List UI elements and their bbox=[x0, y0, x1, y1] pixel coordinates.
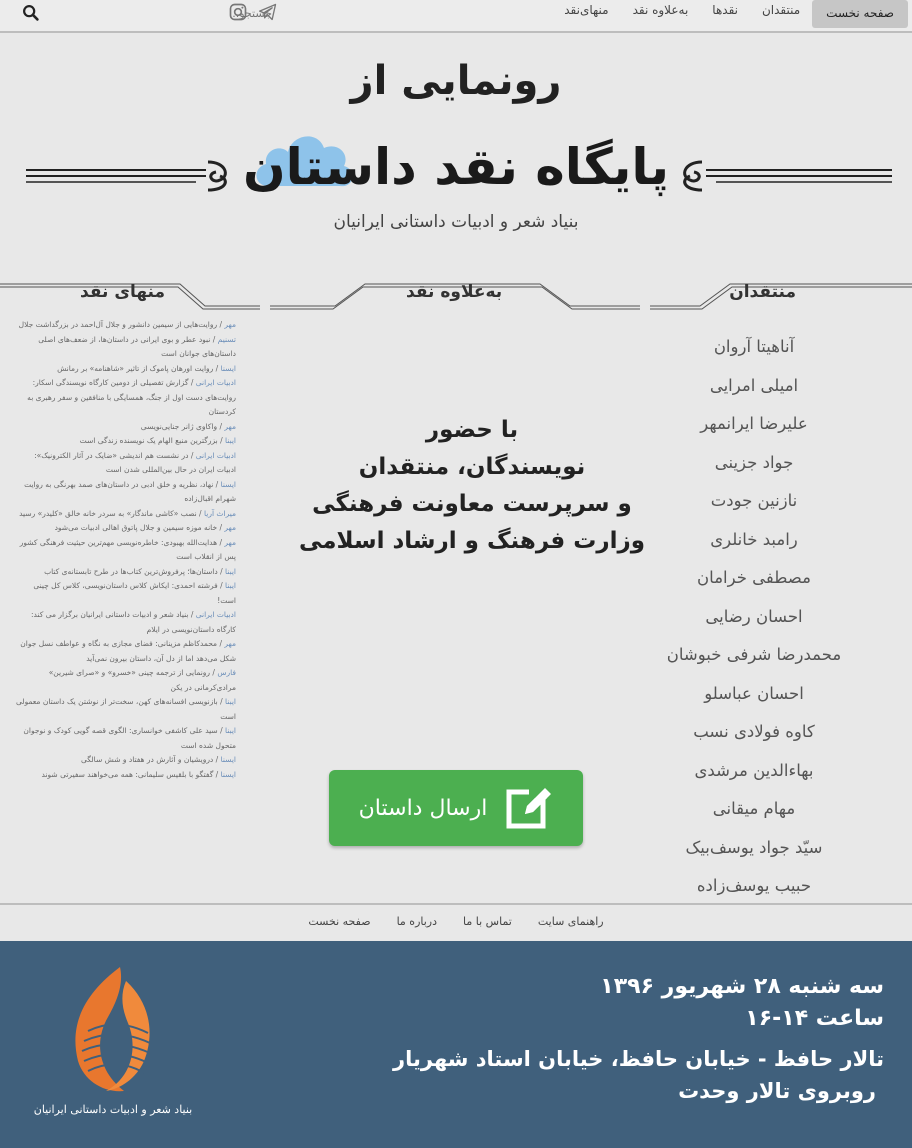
presence-line: نویسندگان، منتقدان bbox=[358, 454, 586, 480]
news-title: نصب «کاشی ماندگار» به سردر خانه خالق «کلیدر» رسید bbox=[19, 508, 197, 518]
news-separator: / bbox=[210, 334, 218, 344]
event-venue-note: روبروی تالار وحدت bbox=[678, 1079, 876, 1103]
news-item[interactable] bbox=[14, 608, 236, 637]
critic-item[interactable]: احسان عباسلو bbox=[704, 683, 804, 703]
presence-line: با حضور bbox=[425, 417, 519, 443]
news-separator: / bbox=[196, 508, 204, 518]
news-item[interactable] bbox=[14, 637, 236, 666]
site-logo-title: پایگاه نقد داستان bbox=[243, 138, 669, 196]
news-source: ایسنا bbox=[220, 769, 236, 779]
nav-minus-critique[interactable]: منهای‌نقد bbox=[564, 3, 609, 17]
nav-plus-critique[interactable]: به‌علاوه نقد bbox=[632, 3, 689, 17]
news-separator: / bbox=[188, 450, 196, 460]
search-input[interactable] bbox=[162, 7, 272, 20]
news-title: بزرگترین منبع الهام یک نویسنده زندگی است bbox=[79, 436, 218, 445]
news-separator: / bbox=[217, 523, 225, 532]
news-item[interactable] bbox=[14, 507, 236, 522]
news-source: مهر bbox=[224, 537, 236, 547]
critic-item[interactable]: علیرضا ایرانمهر bbox=[700, 414, 808, 433]
news-item[interactable] bbox=[14, 521, 236, 536]
news-item[interactable] bbox=[14, 695, 236, 724]
news-source: ایسنا bbox=[220, 755, 236, 764]
event-date: سه شنبه ۲۸ شهریور ۱۳۹۶ bbox=[600, 974, 884, 999]
critic-item[interactable]: امیلی امرایی bbox=[709, 375, 799, 395]
nav-critiques[interactable]: نقدها bbox=[712, 3, 738, 17]
critic-item[interactable]: آناهیتا آروان bbox=[713, 337, 795, 356]
news-separator: / bbox=[217, 537, 225, 547]
news-source: فارس bbox=[217, 668, 236, 677]
news-item[interactable] bbox=[14, 362, 236, 377]
nav-critics[interactable]: منتقدان bbox=[761, 3, 801, 17]
news-item[interactable] bbox=[14, 768, 236, 783]
news-title: واکاوی ژانر جنایی‌نویسی bbox=[140, 421, 218, 431]
news-source: ایبنا bbox=[225, 436, 236, 445]
critic-item[interactable]: نازنین جودت bbox=[710, 491, 798, 510]
news-title: بازنویسی افسانه‌های کهن، سخت‌تر از نوشتن یک داستان معمولی است bbox=[16, 697, 236, 721]
news-separator: / bbox=[213, 755, 221, 764]
news-item[interactable] bbox=[14, 565, 236, 580]
news-title: روایت اورهان پاموک از تاثیر «شاهنامه» بر رمانش bbox=[57, 363, 214, 373]
news-source: ایبنا bbox=[225, 581, 236, 590]
critic-item[interactable]: مصطفی خرامان bbox=[697, 568, 811, 587]
main-menu bbox=[552, 0, 908, 28]
top-nav bbox=[0, 0, 912, 33]
foundation-logo bbox=[28, 961, 198, 1141]
news-item[interactable] bbox=[14, 420, 236, 435]
news-separator: / bbox=[213, 479, 221, 489]
news-source: ادبیات ایرانی bbox=[195, 450, 236, 460]
news-title: سید علی کاشفی خوانساری: الگوی قصه گویی کودک و نوجوان متحول شده است bbox=[23, 726, 236, 750]
news-title: نهاد، نظریه و خلق ادبی در داستان‌های صمد بهرنگی به روایت شهرام اقبال‌زاده bbox=[24, 479, 236, 503]
edit-icon bbox=[505, 784, 553, 832]
news-source: مهر bbox=[224, 639, 236, 648]
news-separator: / bbox=[210, 668, 218, 677]
news-item[interactable] bbox=[14, 434, 236, 449]
presence-line: و سرپرست معاونت فرهنگی bbox=[312, 491, 632, 517]
news-separator: / bbox=[217, 436, 226, 445]
news-title: خانه موزه سیمین و جلال پاتوق اهالی ادبیات می‌شود bbox=[54, 523, 218, 532]
news-list bbox=[14, 318, 236, 782]
news-source: ایسنا bbox=[220, 479, 236, 489]
presence-line: وزارت فرهنگ و ارشاد اسلامی bbox=[298, 528, 645, 554]
event-info-panel bbox=[0, 941, 912, 1148]
news-separator: / bbox=[217, 421, 225, 431]
news-separator: / bbox=[217, 726, 226, 735]
news-separator: / bbox=[217, 639, 225, 648]
news-item[interactable] bbox=[14, 724, 236, 753]
critic-item[interactable]: بهاءالدین مرشدی bbox=[694, 760, 814, 780]
critic-item[interactable]: رامبد خانلری bbox=[710, 529, 798, 549]
news-source: مهر bbox=[224, 421, 236, 431]
news-title: بنیاد شعر و ادبیات داستانی ایرانیان برگزار می کند: کارگاه داستان‌نویسی در ایلام bbox=[31, 610, 236, 634]
news-title: در نشست هم اندیشی «ضایک در آثار الکترونیک»: ادبیات ایران در حال بین‌المللی شدن است bbox=[34, 450, 236, 474]
presence-text bbox=[268, 412, 676, 560]
nav-home[interactable]: صفحه نخست bbox=[812, 0, 908, 28]
search-bar bbox=[20, 2, 272, 24]
news-separator: / bbox=[213, 769, 221, 779]
foundation-logo-text: بنیاد شعر و ادبیات داستانی ایرانیان bbox=[33, 1103, 193, 1116]
event-time: ساعت ۱۴-۱۶ bbox=[745, 1006, 884, 1031]
critic-item[interactable]: محمدرضا شرفی خبوشان bbox=[666, 645, 842, 664]
site-logo-subtitle: بنیاد شعر و ادبیات داستانی ایرانیان bbox=[333, 212, 579, 232]
critic-item[interactable]: سیّد جواد یوسف‌بیک bbox=[685, 837, 823, 857]
news-source: مهر bbox=[224, 523, 236, 532]
footer-guide-link[interactable]: راهنمای سایت bbox=[537, 915, 604, 928]
critics-section-title[interactable]: منتقدان bbox=[729, 282, 796, 302]
news-separator: / bbox=[217, 320, 225, 329]
news-item[interactable] bbox=[14, 318, 236, 333]
critic-item[interactable]: احسان رضایی bbox=[705, 606, 803, 626]
news-item[interactable] bbox=[14, 536, 236, 565]
news-source: ادبیات ایرانی bbox=[195, 378, 236, 387]
news-item[interactable] bbox=[14, 666, 236, 695]
event-details bbox=[393, 971, 884, 1107]
news-title: گزارش تفصیلی از دومین کارگاه نویسندگی اسکار: روایت‌های دست اول از جنگ، همسایگی با منافقین و سفر رهبری به کردستان bbox=[27, 378, 236, 416]
news-source: میراث آریا bbox=[203, 508, 236, 518]
plus-critique-section-title[interactable]: به‌علاوه نقد bbox=[406, 282, 503, 302]
minus-critique-section-title[interactable]: منهای نقد bbox=[80, 282, 166, 302]
news-separator: / bbox=[213, 363, 221, 373]
news-source: تسنیم bbox=[217, 334, 236, 344]
news-source: ادبیات ایرانی bbox=[195, 610, 236, 619]
footer-home-link[interactable]: صفحه نخست bbox=[308, 915, 371, 928]
send-story-button[interactable] bbox=[329, 770, 583, 846]
news-item[interactable] bbox=[14, 753, 236, 768]
foundation-logo-icon bbox=[28, 961, 198, 1101]
critic-item[interactable]: مهام میقانی bbox=[712, 799, 796, 818]
news-separator: / bbox=[188, 378, 196, 387]
news-title: گفتگو با بلقیس سلیمانی: همه می‌خواهند سفیرتی شوند bbox=[41, 769, 214, 779]
news-source: مهر bbox=[224, 320, 236, 329]
news-source: ایبنا bbox=[225, 566, 236, 576]
news-source: ایبنا bbox=[225, 726, 236, 735]
news-item[interactable] bbox=[14, 579, 236, 608]
news-item[interactable] bbox=[14, 449, 236, 478]
news-source: ایسنا bbox=[220, 363, 236, 373]
critic-item[interactable]: حبیب یوسف‌زاده bbox=[696, 876, 812, 895]
news-title: داستان‌ها؛ پرفروش‌ترین کتاب‌ها در طرح تابستانه‌ی کتاب bbox=[44, 566, 218, 576]
footer-about-link[interactable]: درباره ما bbox=[396, 915, 438, 928]
news-title: روایت‌هایی از سیمین دانشور و جلال آل‌احمد در بزرگداشت جلال bbox=[18, 320, 218, 329]
news-title: محمدکاظم مزینانی: فضای مجازی به نگاه و عواطف نسل جوان شکل می‌دهد اما از دل آن، داستان بیرون نمی‌آید bbox=[20, 639, 236, 663]
footer-contact-link[interactable]: تماس با ما bbox=[463, 915, 512, 928]
news-separator: / bbox=[217, 697, 226, 706]
news-title: رونمایی از ترجمه چینی «خسرو» و «صرای شیرین» مرادی‌کرمانی در یکن bbox=[48, 668, 236, 692]
news-source: ایبنا bbox=[225, 697, 236, 706]
news-title: فرشته احمدی: ایکاش کلاس داستان‌نویسی، کلاس کل چینی است! bbox=[33, 581, 236, 605]
critic-item[interactable]: جواد جزینی bbox=[714, 452, 794, 472]
footer-links bbox=[0, 903, 912, 941]
critic-item[interactable]: کاوه فولادی نسب bbox=[693, 722, 815, 741]
critics-list bbox=[654, 333, 854, 911]
news-item[interactable] bbox=[14, 376, 236, 420]
news-item[interactable] bbox=[14, 478, 236, 507]
news-item[interactable] bbox=[14, 333, 236, 362]
news-title: نبود عطر و بوی ایرانی در داستان‌ها، از ضعف‌های اصلی داستان‌های جوانان است bbox=[38, 334, 236, 358]
event-venue: تالار حافظ - خیابان حافظ، خیابان استاد شهریار bbox=[393, 1047, 884, 1071]
news-title: هدایت‌الله بهبودی: خاطره‌نویسی مهم‌ترین حیثیت فرهنگی کشور پس از انقلاب است bbox=[19, 537, 236, 561]
news-separator: / bbox=[217, 581, 226, 590]
section-headers bbox=[0, 270, 912, 310]
news-separator: / bbox=[188, 610, 196, 619]
search-icon[interactable] bbox=[20, 2, 42, 24]
news-title: درویشیان و آثارش در هفتاد و شش سالگی bbox=[81, 755, 214, 764]
send-story-label: ارسال داستان bbox=[358, 795, 488, 821]
unveil-heading: رونمایی از bbox=[350, 58, 562, 104]
news-separator: / bbox=[217, 566, 226, 576]
